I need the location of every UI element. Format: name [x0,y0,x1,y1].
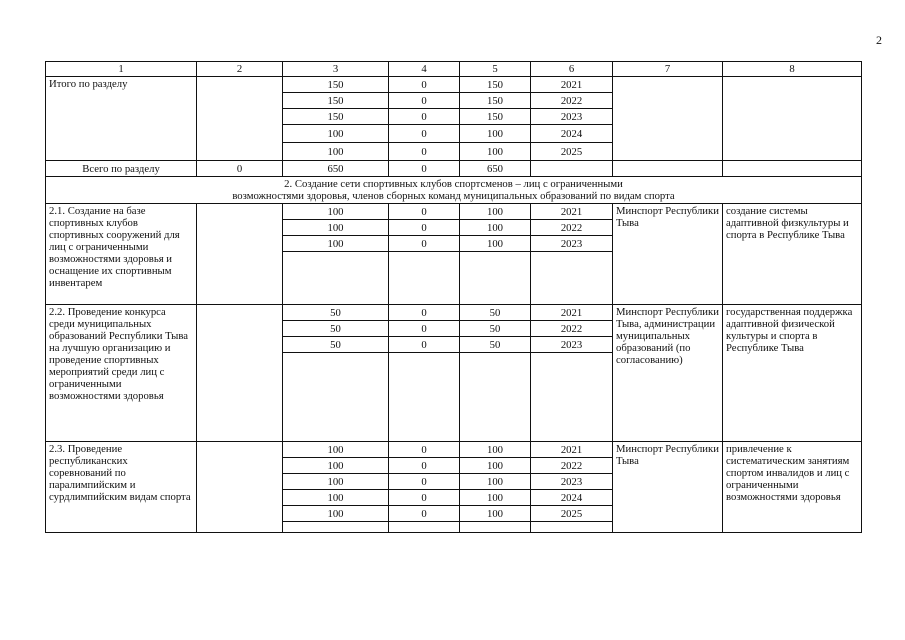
empty-cell [613,161,723,177]
page-number: 2 [876,33,882,47]
empty-cell [197,77,283,161]
col-header: 7 [613,62,723,77]
item-name: 2.1. Создание на базе спортивных клубов спортивных сооружений для лиц с ограниченными возможностями здоровья и оснащение их спортивным инвентарем [46,204,197,305]
cell-c5: 150 [460,77,531,93]
cell-c4: 0 [389,490,460,506]
cell-c5: 100 [460,204,531,220]
item-executor: Минспорт Республики Тыва [613,442,723,533]
cell-c5: 50 [460,321,531,337]
table-row [46,161,862,177]
item-result: государственная поддержка адаптивной физической культуры и спорта в Республике Тыва [723,305,862,442]
empty-cell [723,77,862,161]
cell-c5: 100 [460,236,531,252]
cell-year: 2023 [531,236,613,252]
empty-cell [389,252,460,305]
empty-cell [723,161,862,177]
cell-year: 2023 [531,337,613,353]
cell-year: 2021 [531,77,613,93]
col-header: 3 [283,62,389,77]
cell-c4: 0 [389,321,460,337]
cell-year: 2021 [531,442,613,458]
table-row [46,305,862,321]
empty-cell [531,353,613,442]
cell-c4: 0 [389,220,460,236]
cell-year: 2025 [531,143,613,161]
header-row [46,62,862,77]
cell-c3: 150 [283,93,389,109]
cell-c3: 50 [283,321,389,337]
item-name: 2.2. Проведение конкурса среди муниципальных образований Республики Тыва на лучшую организацию и проведение спортивных мероприятий среди лиц с ограниченными возможностями здоровья [46,305,197,442]
section-heading-line: 2. Создание сети спортивных клубов спортсменов – лиц с ограниченными [284,178,623,190]
cell-c4: 0 [389,474,460,490]
cell-year: 2024 [531,490,613,506]
cell-c5: 100 [460,143,531,161]
cell-c5: 100 [460,490,531,506]
empty-cell [460,252,531,305]
cell-year: 2022 [531,93,613,109]
cell-c4: 0 [389,125,460,143]
cell-c5: 50 [460,305,531,321]
cell-year: 2024 [531,125,613,143]
cell-c5: 100 [460,506,531,522]
section-heading-row [46,177,862,204]
cell-c4: 0 [389,161,460,177]
cell-c3: 100 [283,442,389,458]
col-header: 6 [531,62,613,77]
table-row [46,442,862,458]
cell-c4: 0 [389,143,460,161]
cell-c3: 100 [283,236,389,252]
cell-c5: 50 [460,337,531,353]
cell-c3: 50 [283,305,389,321]
table-row [46,77,862,93]
cell-c3: 50 [283,337,389,353]
item-result: привлечение к систематическим занятиям спортом инвалидов и лиц с ограниченными возможностями здоровья [723,442,862,533]
empty-cell [460,353,531,442]
cell-c3: 100 [283,458,389,474]
col-header: 5 [460,62,531,77]
col-header: 8 [723,62,862,77]
empty-cell [197,204,283,305]
empty-cell [197,305,283,442]
itogo-label: Итого по разделу [46,77,197,161]
cell-c5: 100 [460,220,531,236]
section-heading-line: возможностями здоровья, членов сборных команд муниципальных образований по видам спорта [232,190,675,202]
cell-c3: 100 [283,204,389,220]
cell-year: 2023 [531,474,613,490]
item-executor: Минспорт Республики Тыва, администрации муниципальных образований (по согласованию) [613,305,723,442]
cell-c4: 0 [389,337,460,353]
cell-year: 2023 [531,109,613,125]
cell-c3: 100 [283,506,389,522]
cell-c3: 650 [283,161,389,177]
cell-c4: 0 [389,506,460,522]
cell-c5: 100 [460,474,531,490]
cell-c4: 0 [389,305,460,321]
cell-c3: 100 [283,125,389,143]
cell-c4: 0 [389,458,460,474]
cell-c5: 100 [460,125,531,143]
cell-c3: 100 [283,474,389,490]
empty-cell [531,252,613,305]
empty-cell [460,522,531,533]
cell-c4: 0 [389,204,460,220]
empty-cell [283,522,389,533]
item-name: 2.3. Проведение республиканских соревнований по паралимпийским и сурдлимпийским видам спорта [46,442,197,533]
cell-year: 2022 [531,458,613,474]
item-executor: Минспорт Республики Тыва [613,204,723,305]
empty-cell [531,522,613,533]
col-header: 1 [46,62,197,77]
cell-year: 2021 [531,305,613,321]
cell-c3: 100 [283,220,389,236]
cell-c3: 100 [283,143,389,161]
cell-c5: 150 [460,109,531,125]
empty-cell [613,77,723,161]
vsego-label: Всего по разделу [46,161,197,177]
cell-c4: 0 [389,93,460,109]
cell-c3: 100 [283,490,389,506]
cell-c5: 100 [460,458,531,474]
cell-c5: 650 [460,161,531,177]
cell-c4: 0 [389,442,460,458]
section-heading [46,177,862,204]
cell-c2: 0 [197,161,283,177]
cell-c5: 100 [460,442,531,458]
cell-year: 2022 [531,321,613,337]
cell-c3: 150 [283,109,389,125]
cell-c4: 0 [389,236,460,252]
empty-cell [389,522,460,533]
cell-c3: 150 [283,77,389,93]
item-result: создание системы адаптивной физкультуры и спорта в Республике Тыва [723,204,862,305]
col-header: 4 [389,62,460,77]
cell-c4: 0 [389,77,460,93]
col-header: 2 [197,62,283,77]
empty-cell [283,252,389,305]
cell-c5: 150 [460,93,531,109]
cell-year: 2022 [531,220,613,236]
cell-year: 2021 [531,204,613,220]
program-table [45,61,862,533]
empty-cell [283,353,389,442]
empty-cell [389,353,460,442]
cell-c4: 0 [389,109,460,125]
empty-cell [197,442,283,533]
table-row [46,204,862,220]
cell-year: 2025 [531,506,613,522]
empty-cell [531,161,613,177]
